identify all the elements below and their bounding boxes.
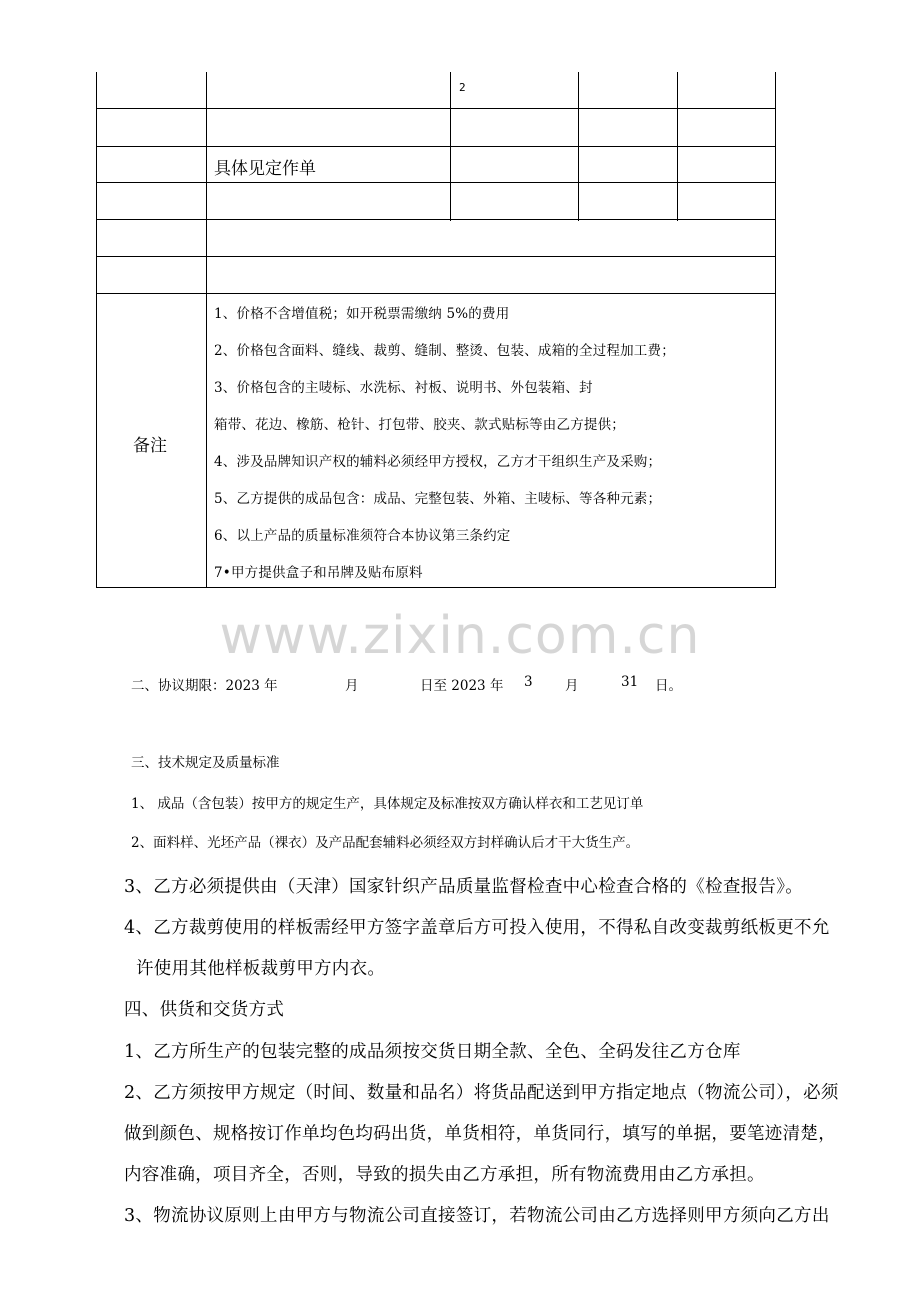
remark-line: 3、价格包含的主唛标、水洗标、衬板、说明书、外包装箱、封	[214, 380, 593, 396]
remark-line: 1、价格不含增值税；如开税票需缴纳 5%的费用	[214, 306, 510, 322]
term-label: 二、协议期限：2023 年	[131, 678, 278, 694]
remark-line: 4、涉及品牌知识产权的辅料必须经甲方授权，乙方才干组织生产及采购；	[214, 454, 662, 470]
table-row-divider	[96, 256, 776, 257]
section-heading: 三、技术规定及质量标准	[131, 755, 280, 771]
clause-text: 2、面料样、光坯产品（裸衣）及产品配套辅料必须经双方封样确认后才干大货生产。	[131, 835, 640, 851]
table-cell-see-order: 具体见定作单	[214, 159, 316, 179]
term-end-month: 3	[524, 674, 533, 690]
table-row-divider	[96, 108, 776, 109]
site-watermark: www.zixin.com.cn	[219, 606, 701, 666]
term-month-unit: 月	[565, 678, 579, 694]
clause-text: 3、物流协议原则上由甲方与物流公司直接签订，若物流公司由乙方选择则甲方须向乙方出	[124, 1206, 830, 1226]
clause-text: 2、乙方须按甲方规定（时间、数量和品名）将货品配送到甲方指定地点（物流公司），必须	[124, 1083, 839, 1103]
product-table	[96, 72, 776, 588]
table-border-left	[96, 72, 97, 588]
table-row-divider	[96, 182, 776, 183]
remark-line: 7•甲方提供盒子和吊牌及贴布原料	[214, 565, 423, 581]
clause-text: 1、乙方所生产的包装完整的成品须按交货日期全款、全色、全码发往乙方仓库	[124, 1042, 741, 1062]
table-border-right	[775, 72, 776, 588]
clause-text: 4、乙方裁剪使用的样板需经甲方签字盖章后方可投入使用，不得私自改变裁剪纸板更不允	[124, 918, 830, 938]
remarks-label: 备注	[133, 436, 167, 456]
section-heading: 四、供货和交货方式	[124, 1000, 285, 1020]
table-row-divider	[96, 219, 776, 220]
clause-text: 1、 成品（含包装）按甲方的规定生产，具体规定及标准按双方确认样衣和工艺见订单	[131, 796, 644, 812]
clause-text: 做到颜色、规格按订作单均色均码出货，单货相符，单货同行，填写的单据，要笔迹清楚，	[124, 1124, 836, 1144]
table-row-divider	[96, 146, 776, 147]
clause-text: 内容准确，项目齐全，否则，导致的损失由乙方承担，所有物流费用由乙方承担。	[124, 1165, 765, 1185]
remark-line: 5、乙方提供的成品包含：成品、完整包装、外箱、主唛标、等各种元素；	[214, 491, 662, 507]
remark-line: 6、以上产品的质量标准须符合本协议第三条约定	[214, 528, 511, 544]
clause-text: 许使用其他样板裁剪甲方内衣。	[136, 959, 386, 979]
table-border-bottom	[96, 587, 776, 588]
remark-line: 箱带、花边、橡筋、枪针、打包带、胶夹、款式贴标等由乙方提供；	[214, 417, 625, 433]
clause-text: 3、乙方必须提供由（天津）国家针织产品质量监督检查中心检查合格的《检查报告》。	[124, 877, 804, 897]
table-cell-quantity: 2	[459, 81, 466, 94]
term-end-day: 31	[621, 674, 639, 690]
table-col-divider	[206, 72, 207, 588]
table-row-divider	[96, 293, 776, 294]
term-day-to: 日至 2023 年	[420, 678, 504, 694]
term-month-unit: 月	[345, 678, 359, 694]
term-day-end: 日。	[655, 678, 682, 694]
remark-line: 2、价格包含面料、缝线、裁剪、缝制、整烫、包装、成箱的全过程加工费；	[214, 343, 675, 359]
